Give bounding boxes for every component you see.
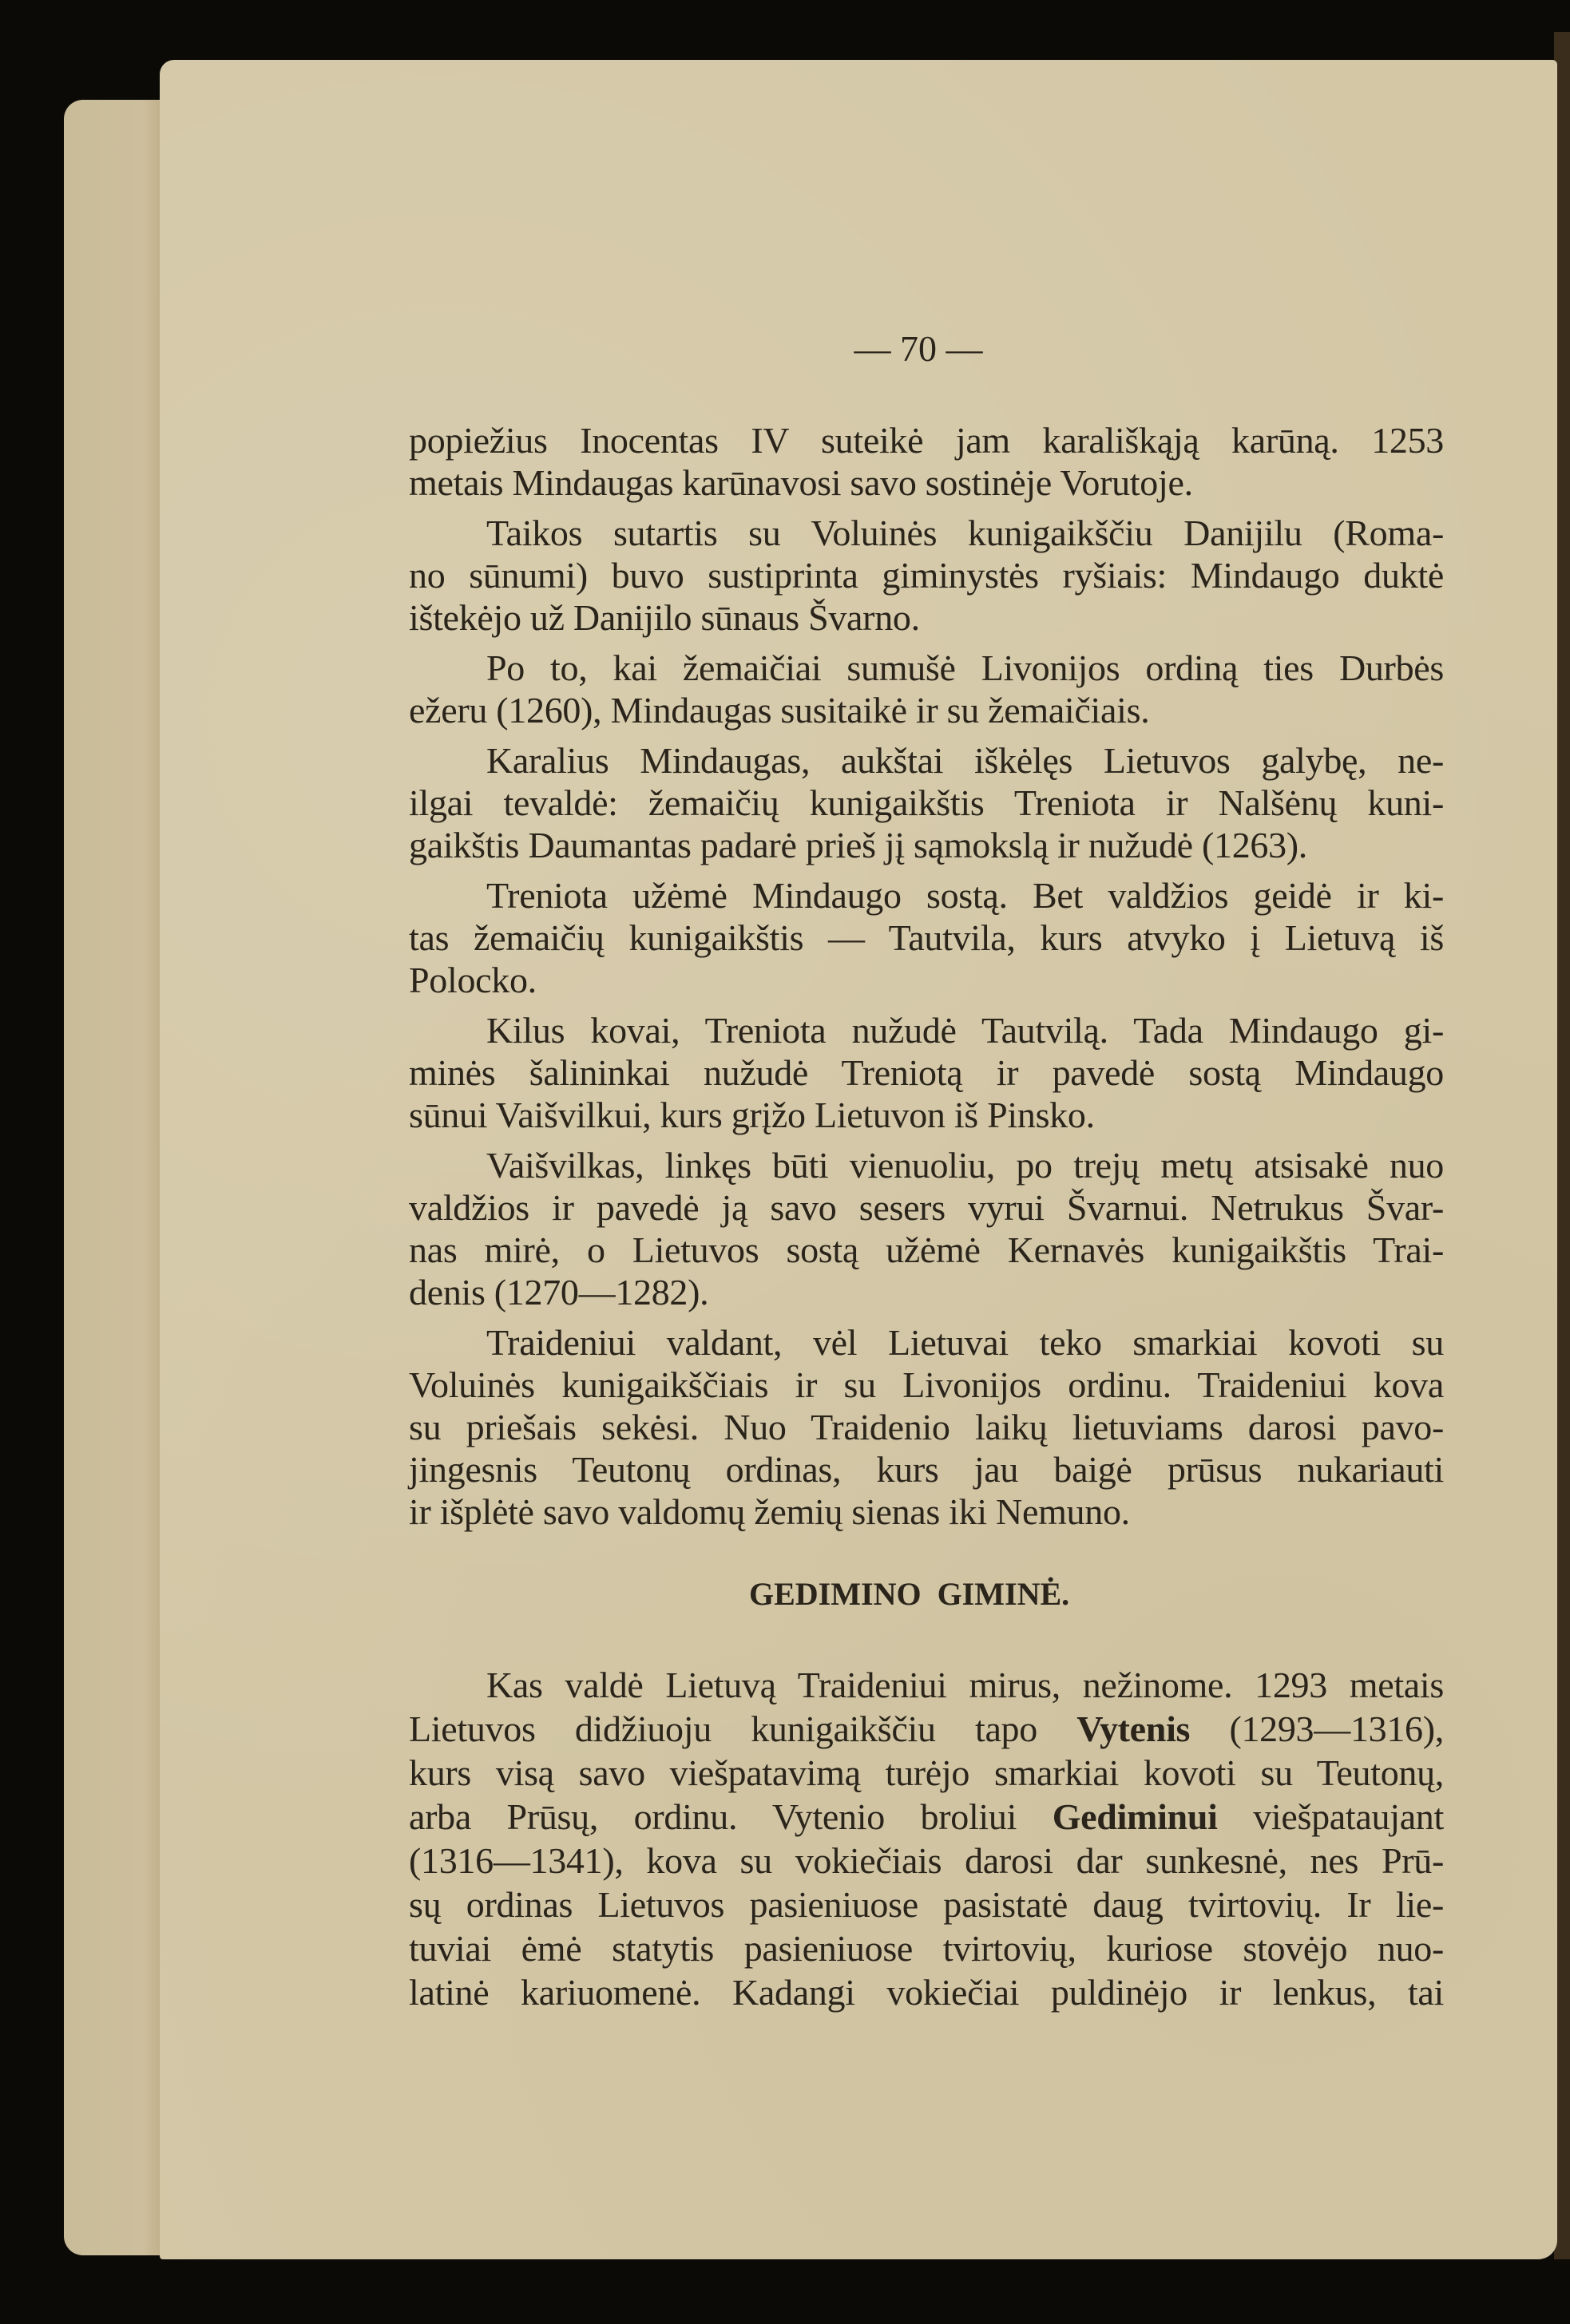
- text-line: ilgai tevaldė: žemaičių kunigaikštis Treniota ir Nalšėnų kuni-: [409, 782, 1444, 823]
- text-line: minės šalininkai nužudė Treniotą ir pavedė sostą Mindaugo: [409, 1052, 1444, 1093]
- text-line: Kas valdė Lietuvą Traideniui mirus, nežinome. 1293 metais: [486, 1665, 1444, 1705]
- paragraph: [409, 512, 1444, 639]
- text-line: tas žemaičių kunigaikštis — Tautvila, kurs atvyko į Lietuvą iš: [409, 917, 1444, 958]
- page-text: [409, 419, 1444, 2022]
- text-line: popiežius Inocentas IV suteikė jam karališkąją karūną. 1253: [409, 420, 1444, 461]
- text-line: Treniota užėmė Mindaugo sostą. Bet valdžios geidė ir ki-: [486, 875, 1444, 916]
- text-segment: arba Prūsų, ordinu. Vytenio broliui: [409, 1796, 1053, 1837]
- paragraph: [409, 1009, 1444, 1136]
- text-line: su priešais sekėsi. Nuo Traidenio laikų lietuviams darosi pavo-: [409, 1407, 1444, 1447]
- text-line: valdžios ir pavedė ją savo sesers vyrui Švarnui. Netrukus Švar-: [409, 1187, 1444, 1228]
- bold-name: Vytenis: [1076, 1708, 1191, 1749]
- text-line: Karalius Mindaugas, aukštai iškėlęs Lietuvos galybę, ne-: [486, 740, 1444, 781]
- text-line: Kilus kovai, Treniota nužudė Tautvilą. Tada Mindaugo gi-: [486, 1010, 1444, 1051]
- bold-name: Gediminui: [1052, 1796, 1218, 1837]
- paragraph: [409, 1321, 1444, 1533]
- text-line: jingesnis Teutonų ordinas, kurs jau baigė prūsus nukariauti: [409, 1449, 1444, 1490]
- paragraph: [409, 647, 1444, 731]
- text-line: ir išplėtė savo valdomų žemių sienas iki Nemuno.: [409, 1491, 1130, 1532]
- text-line: (1316—1341), kova su vokiečiais darosi dar sunkesnė, nes Prū-: [409, 1840, 1444, 1881]
- page-number: — 70 —: [854, 328, 983, 369]
- paragraph: [409, 874, 1444, 1001]
- text-line: ežeru (1260), Mindaugas susitaikė ir su žemaičiais.: [409, 690, 1150, 730]
- text-line: sų ordinas Lietuvos pasieniuose pasistatė daug tvirtovių. Ir lie-: [409, 1884, 1444, 1925]
- text-line: Vaišvilkas, linkęs būti vienuoliu, po trejų metų atsisakė nuo: [486, 1145, 1444, 1186]
- paragraph: [409, 1663, 1444, 2014]
- paragraph: [409, 739, 1444, 866]
- text-line: kurs visą savo viešpatavimą turėjo smarkiai kovoti su Teutonų,: [409, 1752, 1444, 1793]
- section-mindaugas: [409, 419, 1444, 1533]
- text-line: [409, 1795, 1444, 1839]
- text-line: Voluinės kunigaikščiais ir su Livonijos ordinu. Traideniui kova: [409, 1364, 1444, 1405]
- text-line: tuviai ėmė statytis pasieniuose tvirtovių, kuriose stovėjo nuo-: [409, 1928, 1444, 1969]
- section-gedimino-gimine: [409, 1663, 1444, 2014]
- text-line: latinė kariuomenė. Kadangi vokiečiai puldinėjo ir lenkus, tai: [409, 1972, 1444, 2013]
- text-segment: Lietuvos didžiuoju kunigaikščiu tapo: [409, 1708, 1077, 1749]
- text-line: ištekėjo už Danijilo sūnaus Švarno.: [409, 597, 920, 638]
- text-line: metais Mindaugas karūnavosi savo sostinėje Vorutoje.: [409, 462, 1193, 503]
- section-heading: GEDIMINO GIMINĖ.: [749, 1576, 1070, 1612]
- text-segment: viešpataujant: [1217, 1796, 1444, 1837]
- text-line: nas mirė, o Lietuvos sostą užėmė Kernavės kunigaikštis Trai-: [409, 1229, 1444, 1270]
- text-line: sūnui Vaišvilkui, kurs grįžo Lietuvon iš Pinsko.: [409, 1095, 1095, 1135]
- text-line: Traideniui valdant, vėl Lietuvai teko smarkiai kovoti su: [486, 1322, 1444, 1363]
- text-line: no sūnumi) buvo sustiprinta giminystės ryšiais: Mindaugo duktė: [409, 555, 1444, 596]
- paragraph: [409, 419, 1444, 504]
- paragraph: [409, 1144, 1444, 1313]
- text-segment: (1293—1316),: [1190, 1708, 1444, 1749]
- text-line: Polocko.: [409, 960, 537, 1000]
- text-line: [409, 1707, 1444, 1751]
- book-page: [160, 60, 1557, 2259]
- text-line: denis (1270—1282).: [409, 1272, 709, 1312]
- text-line: gaikštis Daumantas padarė prieš jį sąmokslą ir nužudė (1263).: [409, 825, 1308, 865]
- text-line: Po to, kai žemaičiai sumušė Livonijos ordiną ties Durbės: [486, 647, 1444, 688]
- text-line: Taikos sutartis su Voluinės kunigaikščiu Danijilu (Roma-: [486, 513, 1444, 553]
